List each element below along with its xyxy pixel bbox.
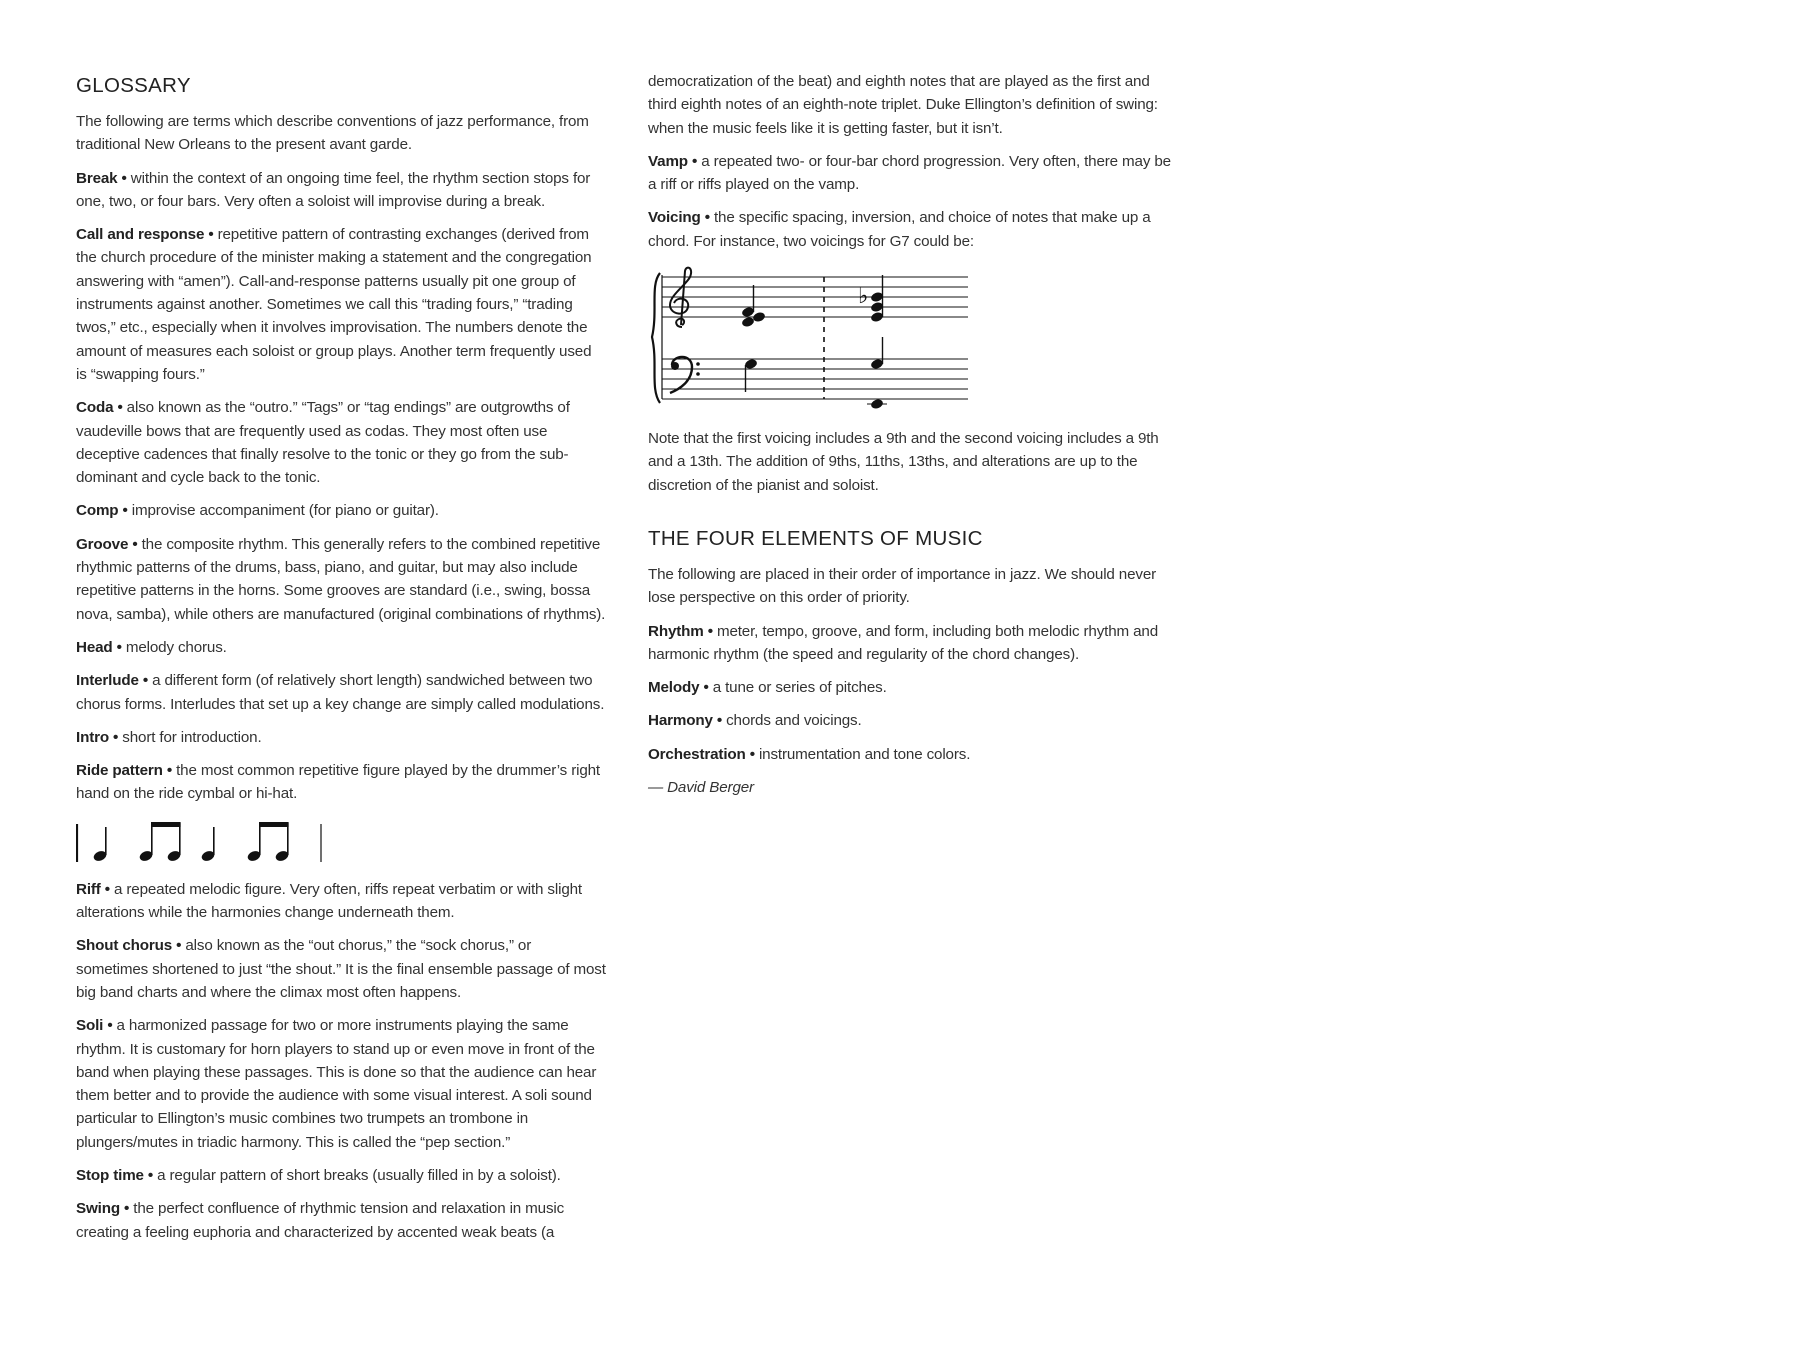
element-entry-rhythm [648,620,1176,667]
four-elements-intro: The following are placed in their order of importance in jazz. We should never lose perspective on this order of priority. [648,565,1157,607]
entry-definition: also known as the “out chorus,” the “sock chorus,” or sometimes shortened to just “the shout.” It is the final ensemble passage of most big band charts and where the climax most often happens. [76,937,606,1001]
brace-icon [652,273,660,403]
entry-term: Head • [76,638,122,656]
entry-term: Intro • [76,728,119,746]
glossary-entry-shout-chorus [76,934,606,1004]
entry-term: Break • [76,169,127,187]
element-entry-harmony [648,709,1176,732]
glossary-entry-groove [76,533,606,626]
entry-term: Orchestration • [648,745,755,763]
entry-definition: the specific spacing, inversion, and choice of notes that make up a chord. For instance, two voicings for G7 could be: [648,209,1151,250]
glossary-entry-intro [76,726,606,749]
glossary-entry-swing [76,1197,606,1244]
author-signature: — David Berger [648,779,754,797]
glossary-entry-voicing [648,206,1176,253]
grand-staff-notation [648,265,988,411]
entry-definition: the perfect confluence of rhythmic tension and relaxation in music creating a feeling euphoria and characterized by accented weak beats (a [76,1200,565,1241]
ride-pattern-figure [76,820,606,866]
entry-definition: melody chorus. [121,638,227,656]
entry-term: Melody • [648,679,709,697]
entry-definition: a regular pattern of short breaks (usually filled in by a soloist). [153,1166,561,1184]
glossary-entry-vamp [648,150,1176,197]
glossary-intro: The following are terms which describe conventions of jazz performance, from traditional New Orleans to the present avant garde. [76,113,589,154]
glossary-entry-interlude [76,669,606,716]
quarter-note-icon [92,827,107,863]
entry-term: Rhythm • [648,622,713,640]
right-column [648,70,1176,809]
four-elements-heading: THE FOUR ELEMENTS OF MUSIC [648,526,983,550]
voicing-2-bass-notes [870,358,884,410]
swing-definition-continued: democratization of the beat) and eighth notes that are played as the first and third eighth notes of an eighth-note triplet. Duke Ellington’s definition of swing: when the music feels like it is getting faster, but it isn’t. [648,73,1158,137]
entry-definition: short for introduction. [118,728,262,746]
entry-term: Interlude • [76,672,149,690]
entry-term: Soli • [76,1017,113,1035]
entry-term: Coda • [76,399,123,417]
quarter-note-icon [200,827,215,863]
bass-clef-icon [670,357,700,393]
glossary-entry-head [76,636,606,659]
eighth-note-pair-icon [138,822,181,863]
entry-term: Shout chorus • [76,937,182,955]
glossary-heading: GLOSSARY [76,74,191,97]
ride-pattern-notation [76,820,336,866]
entry-definition: improvise accompaniment (for piano or guitar). [127,502,439,520]
entry-definition: a harmonized passage for two or more instruments playing the same rhythm. It is customary for horn players to stand up or even move in front of the band when playing these passages. This is done so that the audience can hear them better and to provide the audience with some visual interest. A soli sound particular to Ellington’s music combines two trumpets an trombone in plungers/mutes in triadic harmony. This is called the “pep section.” [76,1017,597,1151]
entry-term: Comp • [76,502,128,520]
entry-definition: a different form (of relatively short length) sandwiched between two chorus forms. Interludes that set up a key change are simply called modulations. [76,672,605,713]
voicing-staff-figure [648,265,1176,411]
glossary-entry-comp [76,499,606,522]
entry-term: Groove • [76,535,138,553]
glossary-entry-soli [76,1014,606,1154]
glossary-entry-coda [76,396,606,489]
entry-definition: the composite rhythm. This generally refers to the combined repetitive rhythmic patterns of the drums, bass, piano, and guitar, but may also include repetitive patterns in the horns. Some grooves are standard (i.e., swing, bossa nova, samba), while others are manufactured (original combinations of rhythms). [76,535,606,623]
glossary-entry-break [76,167,606,214]
entry-definition: instrumentation and tone colors. [754,745,971,763]
entry-definition: within the context of an ongoing time feel, the rhythm section stops for one, two, or four bars. Very often a soloist will improvise during a break. [76,169,591,210]
entry-definition: repetitive pattern of contrasting exchanges (derived from the church procedure of the minister making a statement and the congregation answering with “amen”). Call-and-response patterns usually pit one group of instruments against another. Sometimes we call this “trading fours,” “trading twos,” etc., especially when it involves improvisation. The numbers denote the amount of measures each soloist or group plays. Another term frequently used is “swapping fours.” [76,226,592,383]
entry-term: Riff • [76,880,110,898]
voicing-note: Note that the first voicing includes a 9th and the second voicing includes a 9th and a 13th. The addition of 9ths, 11ths, 13ths, and alterations are up to the discretion of the pianist and soloist. [648,430,1159,494]
element-entry-melody [648,676,1176,699]
flat-icon: ♭ [858,284,869,310]
entry-definition: a tune or series of pitches. [708,679,887,697]
glossary-entry-call-and-response [76,223,606,386]
entry-definition: meter, tempo, groove, and form, including both melodic rhythm and harmonic rhythm (the speed and regularity of the chord changes). [648,622,1158,663]
entry-term: Voicing • [648,209,710,227]
element-entry-orchestration [648,743,1176,766]
glossary-entry-ride-pattern [76,759,606,806]
entry-definition: also known as the “outro.” “Tags” or “tag endings” are outgrowths of vaudeville bows that are frequently used as codas. They most often use deceptive cadences that finally resolve to the tonic or they go from the sub-dominant and cycle back to the tonic. [76,399,570,487]
eighth-note-pair-icon [246,822,289,863]
treble-staff [662,277,968,317]
glossary-entry-stop-time [76,1164,606,1187]
entry-term: Stop time • [76,1166,154,1184]
glossary-entry-riff [76,878,606,925]
entry-term: Harmony • [648,712,723,730]
entry-definition: chords and voicings. [722,712,862,730]
entry-definition: the most common repetitive figure played by the drummer’s right hand on the ride cymbal or hi-hat. [76,762,600,803]
entry-term: Vamp • [648,152,698,170]
entry-term: Swing • [76,1200,130,1218]
entry-definition: a repeated melodic figure. Very often, riffs repeat verbatim or with slight alterations while the harmonies change underneath them. [76,880,582,922]
entry-definition: a repeated two- or four-bar chord progression. Very often, there may be a riff or riffs played on the vamp. [648,152,1171,194]
bass-staff [662,359,968,399]
entry-term: Call and response • [76,226,214,244]
entry-term: Ride pattern • [76,762,173,780]
left-column [76,70,606,1254]
